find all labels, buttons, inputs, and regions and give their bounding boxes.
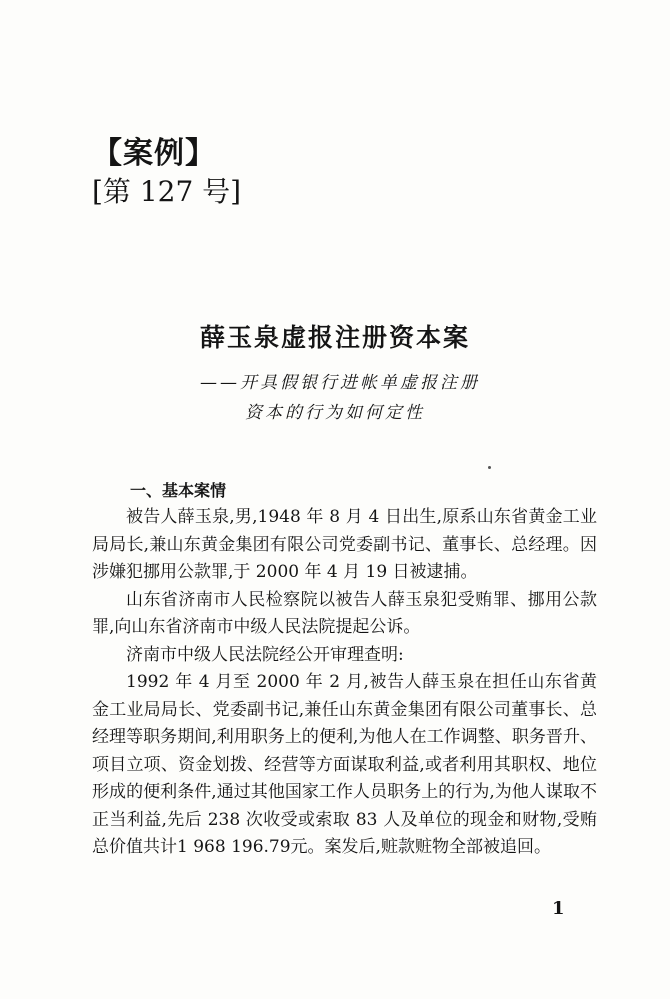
- paragraph: 被告人薛玉泉,男,1948 年 8 月 4 日出生,原系山东省黄金工业局局长,兼山东黄金集团有限公司党委副书记、董事长、总经理。因涉嫌犯挪用公款罪,于 2000 年 4 月 19 日被逮捕。: [92, 507, 597, 582]
- scan-speck: [488, 466, 491, 469]
- case-title: 薛玉泉虚报注册资本案: [199, 323, 470, 352]
- case-label: 【案例】: [92, 136, 216, 171]
- paragraph: 济南市中级人民法院经公开审理查明:: [126, 644, 404, 665]
- case-subtitle-line1: ——开具假银行进帐单虚报注册: [200, 373, 480, 393]
- case-number: [第 127 号]: [92, 175, 242, 208]
- body-text: [92, 504, 597, 862]
- paragraph: 山东省济南市人民检察院以被告人薛玉泉犯受贿罪、挪用公款罪,向山东省济南市中级人民法院提起公诉。: [92, 589, 597, 637]
- page-number: 1: [552, 898, 565, 919]
- paragraph: 1992 年 4 月至 2000 年 2 月,被告人薛玉泉在担任山东省黄金工业局局长、党委副书记,兼任山东黄金集团有限公司董事长、总经理等职务期间,利用职务上的便利,为他人在工作调整、职务晋升、项目立项、资金划拨、经营等方面谋取利益,或者利用其职权、地位形成的便利条件,通过其他国家工作人员职务上的行为,为他人谋取不正当利益,先后 238 次收受或索取 83 人及单位的现金和财物,受贿总价值共计1 968 196.79元。案发后,赃款赃物全部被追回。: [92, 672, 597, 857]
- section-heading: 一、基本案情: [130, 481, 227, 500]
- case-subtitle-line2: 资本的行为如何定性: [245, 403, 425, 423]
